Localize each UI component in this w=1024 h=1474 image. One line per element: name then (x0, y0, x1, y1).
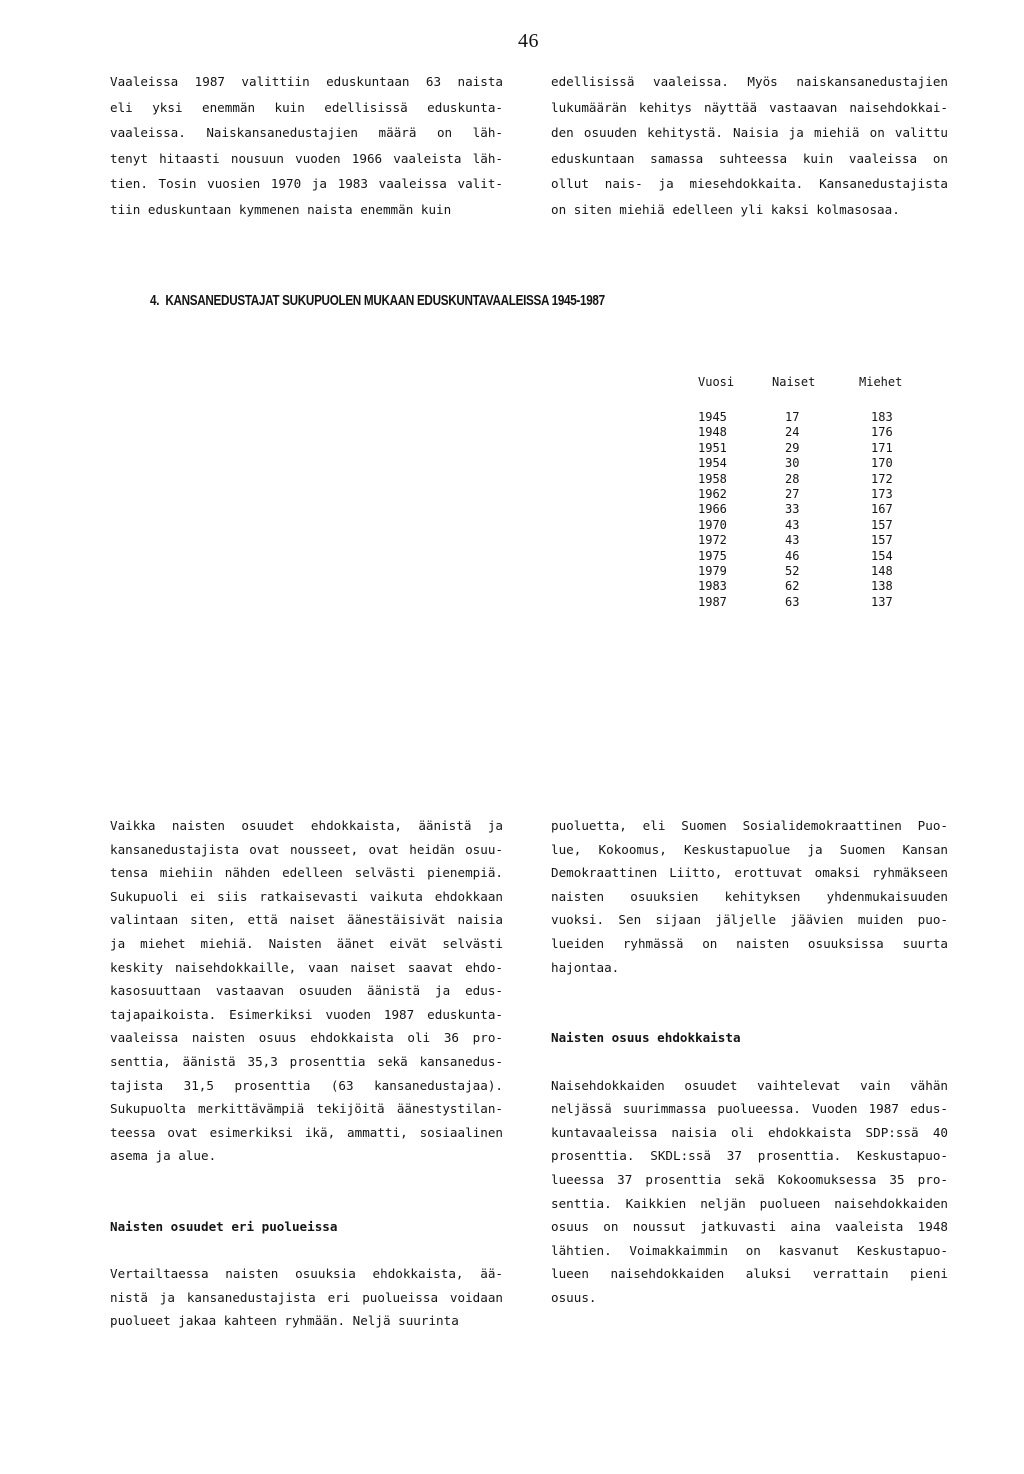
cell-men: 154 (871, 548, 893, 563)
text-line: senttia, äänistä 35,3 prosenttia sekä kansanedus- (110, 1053, 503, 1069)
cell-year: 1948 (698, 425, 727, 440)
text-line: eduskuntaan samassa suhteessa kuin vaaleissa on (551, 150, 948, 166)
text-line: lukumäärän kehitys näyttää vastaavan naisehdokkai- (551, 99, 948, 115)
cell-year: 1945 (698, 410, 727, 424)
cell-men: 137 (871, 594, 893, 609)
text-line: puolueet jakaa kahteen ryhmään. Neljä suurinta (110, 1313, 459, 1329)
text-line: Vaaleissa 1987 valittiin eduskuntaan 63 naista (110, 74, 503, 89)
text-line: hajontaa. (551, 959, 620, 975)
text-line: Vertailtaessa naisten osuuksia ehdokkaista, ää- (110, 1266, 503, 1282)
text-line: naisten osuuksien kehityksen yhdenmukaisuuden (551, 888, 948, 904)
text-line: lähtien. Voimakkaimmin on kasvanut Keskustapuo- (551, 1242, 948, 1258)
cell-men: 157 (871, 533, 893, 548)
table-row (698, 549, 931, 564)
column-header-women: Naiset (772, 375, 816, 389)
text-line: tien. Tosin vuosien 1970 ja 1983 vaaleissa valit- (110, 176, 503, 192)
cell-women: 29 (785, 440, 800, 455)
table-row (698, 533, 931, 548)
text-line: Vaikka naisten osuudet ehdokkaista, äänistä ja (110, 818, 503, 833)
text-line: ollut nais- ja miesehdokkaita. Kansanedustajista (551, 176, 948, 192)
cell-year: 1962 (698, 487, 727, 502)
cell-women: 24 (785, 425, 800, 440)
cell-year: 1954 (698, 456, 727, 471)
cell-men: 173 (871, 487, 893, 502)
cell-men: 167 (871, 502, 893, 517)
table-row (698, 456, 931, 471)
text-line: tensa miehiin nähden edelleen selvästi pienempiä. (110, 865, 503, 881)
bottom-right-column (551, 814, 948, 1309)
text-line: prosenttia. SKDL:ssä 37 prosenttia. Keskustapuo- (551, 1148, 948, 1164)
cell-year: 1958 (698, 471, 727, 486)
cell-women: 27 (785, 487, 800, 502)
text-line: Sukupuoli ei siis ratkaisevasti vaikuta ehdokkaan (110, 888, 503, 904)
cell-men: 170 (871, 456, 893, 471)
text-line: lueen naisehdokkaiden aluksi verrattain pieni (551, 1266, 948, 1282)
text-line: asema ja alue. (110, 1148, 217, 1164)
text-line: teessa ovat esimerkiksi ikä, ammatti, sosiaalinen (110, 1124, 503, 1140)
table-number: 4. (150, 292, 160, 309)
text-line: Demokraattinen Liitto, erottuvat omaksi ryhmäkseen (551, 865, 948, 881)
bottom-left-column (110, 814, 503, 1333)
cell-women: 62 (785, 579, 800, 594)
table-row (698, 579, 931, 594)
cell-women: 46 (785, 548, 800, 563)
text-line: osuus on noussut jatkuvasti aina vaaleista 1948 (551, 1219, 948, 1235)
text-line: kuntavaaleissa naisia oli ehdokkaista SDP:ssä 40 (551, 1124, 948, 1140)
section-heading-candidate-share: Naisten osuus ehdokkaista (551, 1030, 741, 1046)
table-row (698, 595, 931, 610)
table-row (698, 518, 931, 533)
cell-women: 28 (785, 471, 800, 486)
table-row (698, 472, 931, 487)
cell-year: 1951 (698, 440, 727, 455)
text-line: neljässä suurimmassa puolueessa. Vuoden 1987 edus- (551, 1101, 948, 1117)
text-line: ja miehet miehiä. Naisten äänet eivät selvästi (110, 935, 503, 951)
cell-year: 1979 (698, 564, 727, 579)
section-heading-party-shares: Naisten osuudet eri puolueissa (110, 1219, 338, 1235)
text-line: vuoksi. Sen sijaan jäljelle jäävien muiden puo- (551, 912, 948, 928)
cell-men: 183 (871, 410, 893, 424)
cell-women: 43 (785, 533, 800, 548)
cell-women: 30 (785, 456, 800, 471)
cell-year: 1983 (698, 579, 727, 594)
text-line: vaaleissa. Naiskansanedustajien määrä on läh- (110, 125, 503, 141)
cell-women: 17 (785, 410, 800, 424)
text-line: den osuuden kehitystä. Naisia ja miehiä on valittu (551, 125, 948, 141)
column-header-men: Miehet (859, 375, 903, 389)
text-line: lueiden ryhmässä on naisten osuuksissa suurta (551, 935, 948, 951)
cell-year: 1972 (698, 533, 727, 548)
cell-women: 63 (785, 594, 800, 609)
cell-men: 176 (871, 425, 893, 440)
text-line: tenyt hitaasti nousuun vuoden 1966 vaaleista läh- (110, 150, 503, 166)
table-row (698, 564, 931, 579)
cell-men: 157 (871, 517, 893, 532)
table-row (698, 425, 931, 440)
table-title-text: KANSANEDUSTAJAT SUKUPUOLEN MUKAAN EDUSKUNTAVAALEISSA 1945-1987 (165, 292, 605, 309)
table-row (698, 441, 931, 456)
table-row (698, 410, 931, 425)
top-left-paragraph (110, 69, 503, 223)
top-right-paragraph (551, 69, 948, 223)
cell-women: 43 (785, 517, 800, 532)
text-line: puoluetta, eli Suomen Sosialidemokraattinen Puo- (551, 818, 948, 833)
cell-women: 33 (785, 502, 800, 517)
text-line: tajapaikoista. Esimerkiksi vuoden 1987 eduskunta- (110, 1006, 503, 1022)
text-line: kansanedustajista ovat nousseet, ovat heidän osuu- (110, 841, 503, 857)
table-row (698, 502, 931, 517)
table-row (698, 487, 931, 502)
text-line: keskity naisehdokkaille, vaan naiset saavat ehdo- (110, 959, 503, 975)
text-line: edellisissä vaaleissa. Myös naiskansanedustajien (551, 74, 948, 89)
text-line: osuus. (551, 1289, 597, 1305)
text-line: tiin eduskuntaan kymmenen naista enemmän kuin (110, 201, 452, 217)
text-line: senttia. Kaikkien neljän puolueen naisehdokkaiden (551, 1195, 948, 1211)
text-line: nistä ja kansanedustajista eri puolueissa voidaan (110, 1289, 503, 1305)
cell-year: 1975 (698, 548, 727, 563)
page-number: 46 (518, 30, 539, 52)
text-line: tajista 31,5 prosenttia (63 kansanedustajaa). (110, 1077, 503, 1093)
text-line: vaaleissa naisten osuus ehdokkaista oli 36 pro- (110, 1030, 503, 1046)
text-line: valintaan siten, että naiset äänestäisivät naisia (110, 912, 503, 928)
table-spacer (698, 392, 931, 410)
cell-men: 172 (871, 471, 893, 486)
cell-men: 171 (871, 440, 893, 455)
table-title (150, 292, 605, 309)
cell-women: 52 (785, 564, 800, 579)
text-line: Naisehdokkaiden osuudet vaihtelevat vain vähän (551, 1077, 948, 1093)
column-header-year: Vuosi (698, 375, 735, 389)
members-by-gender-table (698, 372, 931, 610)
table-header-row (698, 372, 931, 392)
text-line: eli yksi enemmän kuin edellisissä eduskunta- (110, 99, 503, 115)
cell-men: 138 (871, 579, 893, 594)
text-line: lueessa 37 prosenttia sekä Kokoomuksessa 35 pro- (551, 1171, 948, 1187)
text-line: lue, Kokoomus, Keskustapuolue ja Suomen Kansan (551, 841, 948, 857)
text-line: Sukupuolta merkittävämpiä tekijöitä äänestystilan- (110, 1101, 503, 1117)
text-line: kasosuuttaan vastaavan osuuden äänistä ja edus- (110, 983, 503, 999)
cell-year: 1966 (698, 502, 727, 517)
cell-year: 1970 (698, 517, 727, 532)
cell-men: 148 (871, 564, 893, 579)
text-line: on siten miehiä edelleen yli kaksi kolmasosaa. (551, 201, 900, 217)
cell-year: 1987 (698, 594, 727, 609)
